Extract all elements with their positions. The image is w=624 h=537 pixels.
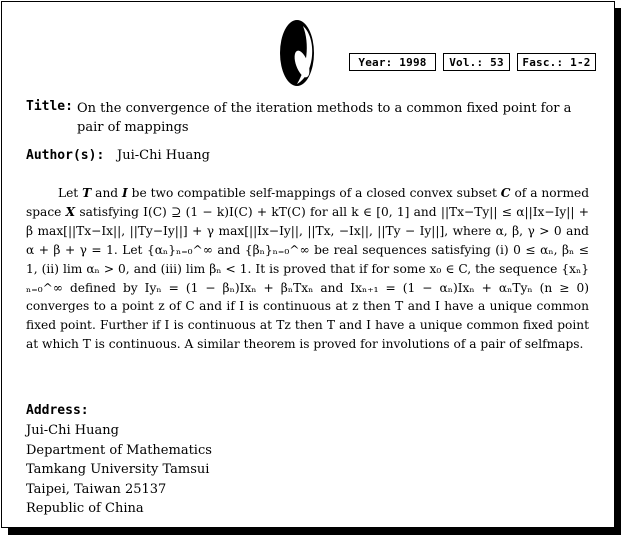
address-line: Jui-Chi Huang [26, 423, 119, 438]
address-line: Department of Mathematics [26, 442, 212, 458]
address-block [26, 421, 212, 519]
address-line: Tamkang University Tamsui [26, 462, 210, 477]
frame-shadow-right [614, 8, 621, 535]
journal-logo-icon [277, 18, 321, 88]
abstract [26, 184, 589, 354]
symbol-T: T [82, 186, 92, 200]
address-label: Address: [26, 403, 89, 418]
frame-shadow-bottom [8, 528, 621, 535]
year-badge: Year: 1998 [349, 53, 436, 71]
title-label: Title: [26, 99, 73, 114]
abstract-paragraph: Let T and I be two compatible self-mappings of a closed convex subset C of a normed space X satisfying I(C) ⊇ (1 − k)I(C) + kT(C) for all k ∈ [0, 1] and ||Tx−Ty|| ≤ α||Ix−Iy|| + β max[||Tx−Ix||, ||Ty−Iy||] + γ max[||Ix−Iy||, ||Tx, −Ix||, ||Ty − Iy||], where α, β, γ > 0 and α + β + γ = 1. Let {αₙ}ₙ₌₀^∞ and {βₙ}ₙ₌₀^∞ be real sequences satisfying (i) 0 ≤ αₙ, βₙ ≤ 1, (ii) lim αₙ > 0, and (iii) lim βₙ < 1. It is proved that if for some x₀ ∈ C, the sequence {xₙ}ₙ₌₀^∞ defined by Iyₙ = (1 − βₙ)Ixₙ + βₙTxₙ and Ixₙ₊₁ = (1 − αₙ)Ixₙ + αₙTyₙ (n ≥ 0) converges to a point z of C and if I is continuous at z then T and I have a unique common fixed point. Further if I is continuous at Tz then T and I have a unique common fixed point at which T is continuous. A similar theorem is proved for involutions of a pair of selfmaps. [26, 186, 590, 352]
author-label: Author(s): [26, 148, 105, 163]
address-line: Republic of China [26, 501, 144, 516]
symbol-X: X [65, 204, 76, 219]
symbol-I: I [122, 186, 128, 200]
paper-title: On the convergence of the iteration methods to a common fixed point for a pair of mappings [77, 101, 572, 135]
fascicle-badge: Fasc.: 1-2 [517, 53, 596, 71]
symbol-C: C [500, 186, 511, 200]
author-name: Jui-Chi Huang [117, 148, 210, 163]
address-line: Taipei, Taiwan 25137 [26, 481, 167, 497]
volume-badge: Vol.: 53 [443, 53, 510, 71]
